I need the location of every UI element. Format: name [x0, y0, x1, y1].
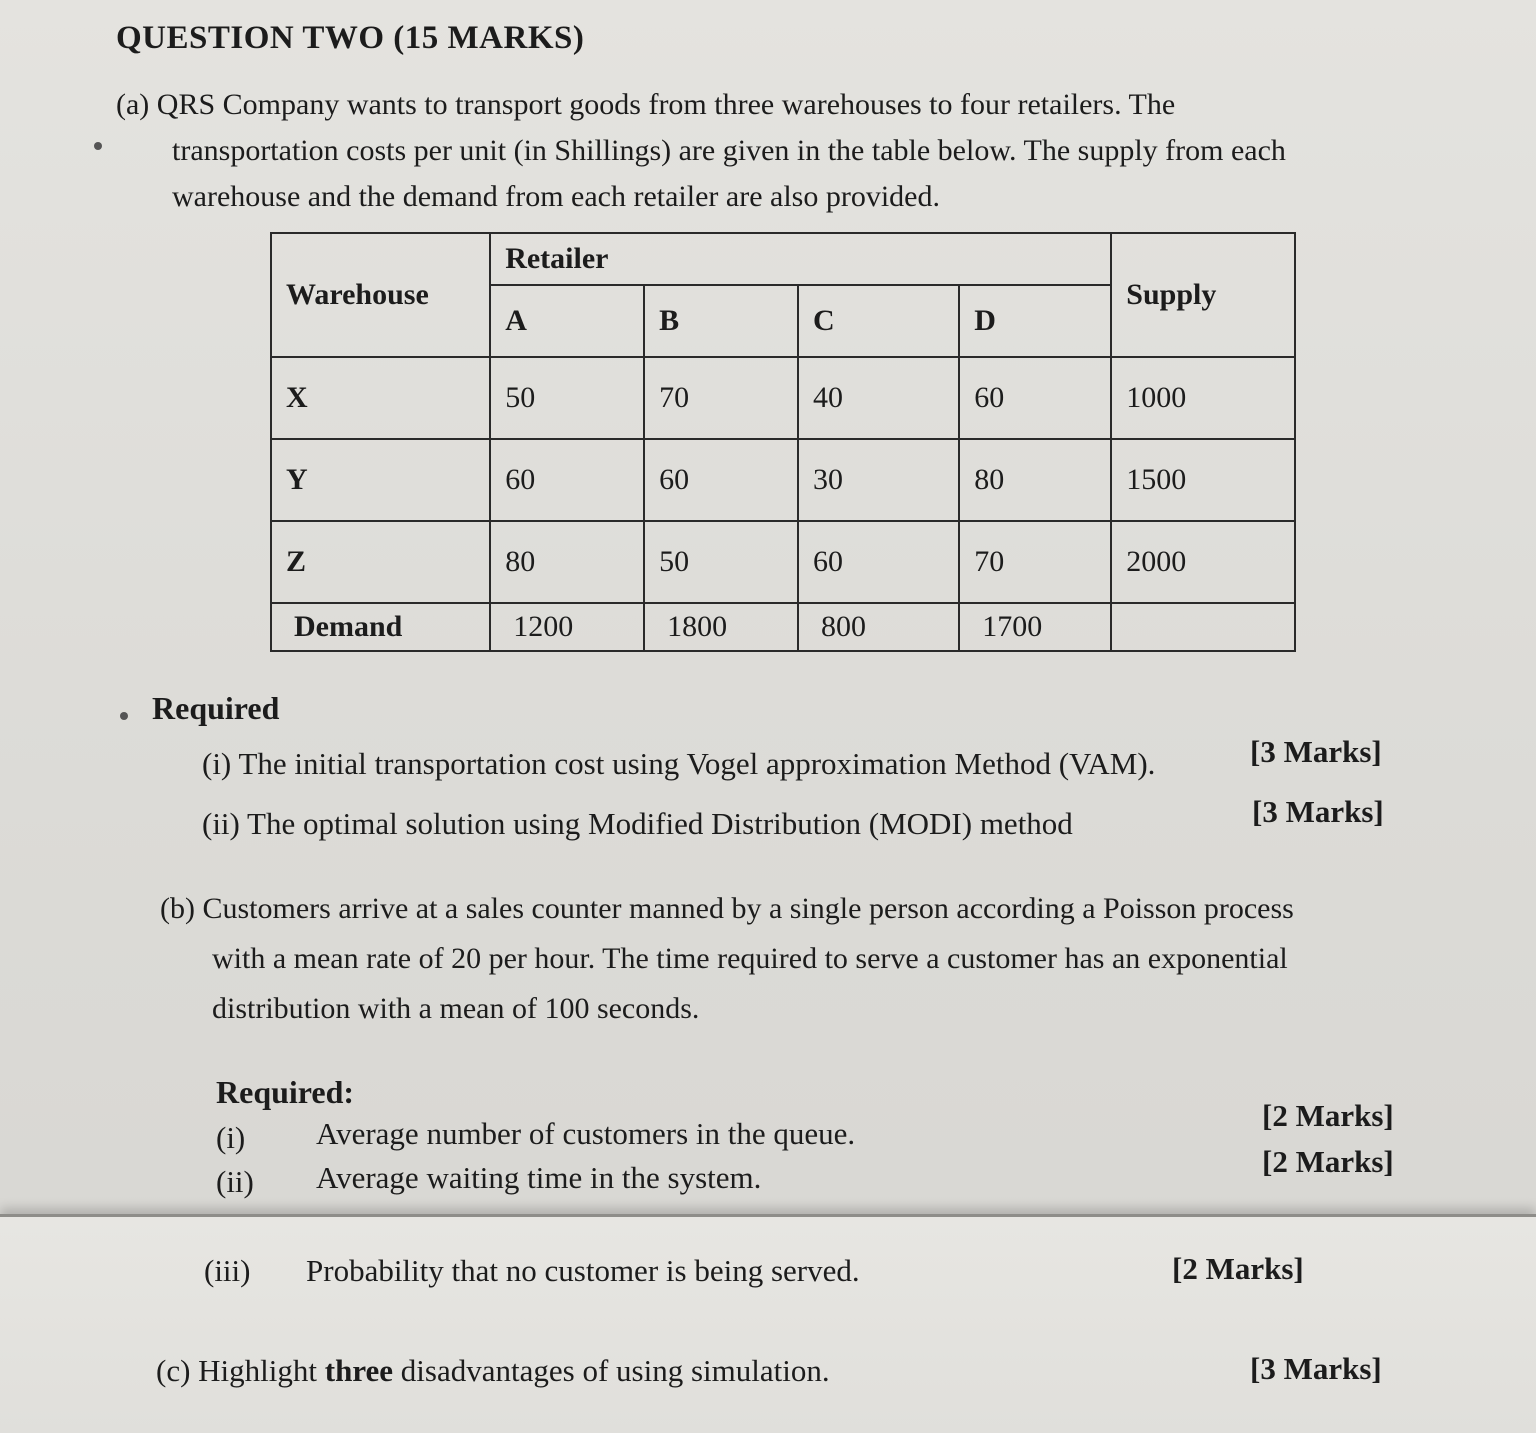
warehouse-y: Y [271, 439, 490, 521]
part-b-required-label: Required: [216, 1074, 355, 1110]
part-b-item-ii: Average waiting time in the system. [316, 1160, 762, 1195]
demand-cell: 1200 [490, 603, 644, 651]
cost-cell: 60 [798, 521, 959, 603]
part-b-line-2: with a mean rate of 20 per hour. The time required to serve a customer has an exponential [212, 942, 1288, 975]
part-a-line-3: warehouse and the demand from each retailer are also provided. [172, 180, 940, 213]
part-a-item-ii-marks: [3 Marks] [1252, 794, 1384, 829]
warehouse-x: X [271, 357, 490, 439]
cost-cell: 30 [798, 439, 959, 521]
part-b-item-iii: Probability that no customer is being served. [306, 1253, 860, 1288]
part-b-item-ii-number: (ii) [216, 1164, 254, 1199]
part-b-item-iii-number: (iii) [204, 1253, 251, 1288]
part-c-question [156, 1353, 830, 1389]
cost-cell: 70 [644, 357, 798, 439]
supply-cell: 1000 [1111, 357, 1295, 439]
cost-cell: 60 [959, 357, 1111, 439]
supply-header: Supply [1111, 233, 1295, 357]
warehouse-header: Warehouse [271, 233, 490, 357]
margin-dot [120, 712, 128, 720]
part-c-suffix: disadvantages of using simulation. [393, 1353, 830, 1388]
part-a-item-i-marks: [3 Marks] [1250, 734, 1382, 769]
part-a-line-2: transportation costs per unit (in Shillings) are given in the table below. The supply from each [172, 134, 1286, 167]
part-b-item-i: Average number of customers in the queue. [316, 1116, 856, 1151]
part-a-intro [116, 82, 1456, 220]
cost-cell: 80 [490, 521, 644, 603]
retailer-d-header: D [959, 285, 1111, 357]
part-a-item-ii: (ii) The optimal solution using Modified Distribution (MODI) method [202, 806, 1073, 841]
part-c-marks: [3 Marks] [1250, 1351, 1382, 1386]
retailer-c-header: C [798, 285, 959, 357]
part-b-intro [160, 884, 1294, 1034]
demand-cell: 1700 [959, 603, 1111, 651]
second-page-strip [0, 1214, 1536, 1433]
part-a-required-label: Required [152, 690, 280, 726]
cost-cell: 60 [490, 439, 644, 521]
cost-cell: 50 [490, 357, 644, 439]
transportation-table [270, 232, 1296, 652]
warehouse-z: Z [271, 521, 490, 603]
cost-cell: 50 [644, 521, 798, 603]
part-b-item-i-number: (i) [216, 1120, 246, 1155]
retailer-a-header: A [490, 285, 644, 357]
demand-cell: 800 [798, 603, 959, 651]
cost-cell: 40 [798, 357, 959, 439]
table-row [271, 439, 1295, 521]
demand-empty-cell [1111, 603, 1295, 651]
table-row [271, 357, 1295, 439]
demand-label: Demand [271, 603, 490, 651]
table-row [271, 521, 1295, 603]
question-heading: QUESTION TWO (15 MARKS) [116, 20, 585, 56]
part-c-prefix: (c) Highlight [156, 1353, 325, 1388]
demand-row [271, 603, 1295, 651]
demand-cell: 1800 [644, 603, 798, 651]
part-b-item-iii-marks: [2 Marks] [1172, 1251, 1304, 1286]
margin-dot [94, 142, 102, 150]
cost-cell: 80 [959, 439, 1111, 521]
part-b-item-i-marks: [2 Marks] [1262, 1098, 1394, 1133]
part-b-item-ii-marks: [2 Marks] [1262, 1144, 1394, 1179]
part-a-line-1: (a) QRS Company wants to transport goods from three warehouses to four retailers. The [116, 88, 1176, 121]
cost-cell: 70 [959, 521, 1111, 603]
part-c-emphasis: three [324, 1353, 394, 1388]
part-b-line-3: distribution with a mean of 100 seconds. [212, 992, 700, 1025]
part-a-item-i: (i) The initial transportation cost using Vogel approximation Method (VAM). [202, 746, 1156, 781]
supply-cell: 1500 [1111, 439, 1295, 521]
cost-cell: 60 [644, 439, 798, 521]
part-b-line-1: (b) Customers arrive at a sales counter manned by a single person according a Poisson process [160, 892, 1294, 925]
supply-cell: 2000 [1111, 521, 1295, 603]
retailer-b-header: B [644, 285, 798, 357]
retailer-header: Retailer [490, 233, 1111, 285]
